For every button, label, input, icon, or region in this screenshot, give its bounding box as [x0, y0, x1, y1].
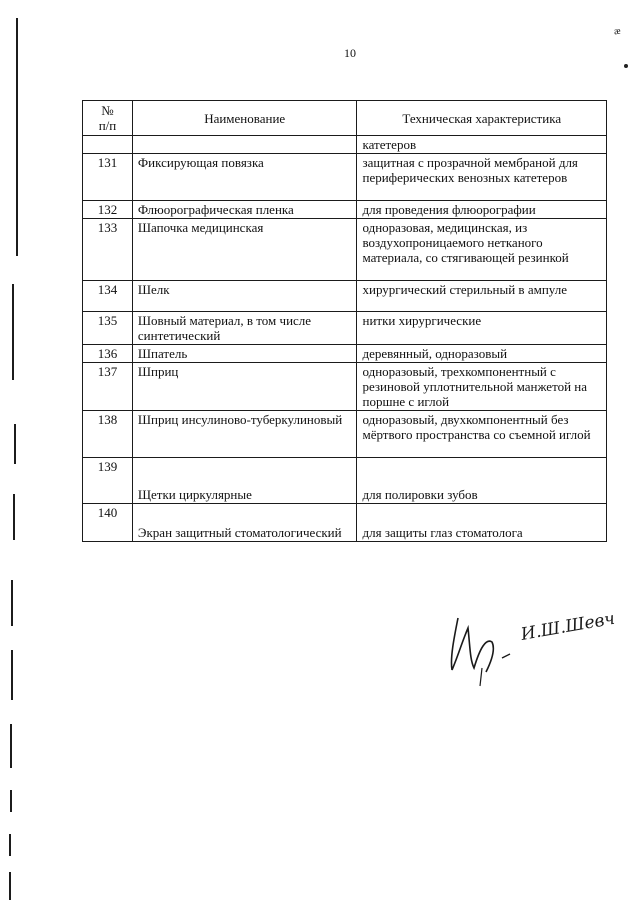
signature-text: И.Ш.Шевч: [519, 608, 617, 645]
row-spec: нитки хирургические: [357, 312, 607, 345]
row-number: 133: [83, 219, 133, 281]
row-number: 132: [83, 201, 133, 219]
handwritten-signature: [440, 598, 640, 688]
row-spec: одноразовый, двухкомпонентный без мёртвого пространства со съемной иглой: [357, 411, 607, 458]
row-spec: для проведения флюорографии: [357, 201, 607, 219]
row-spec: одноразовый, трехкомпонентный с резиновой уплотнительной манжетой на поршне с иглой: [357, 363, 607, 411]
table-row: [83, 411, 607, 458]
scan-line: [13, 494, 15, 540]
table-header-row: [83, 101, 607, 136]
row-spec: для защиты глаз стоматолога: [357, 504, 607, 542]
row-number: 131: [83, 154, 133, 201]
row-name: Щетки циркулярные: [132, 458, 357, 504]
row-number: 138: [83, 411, 133, 458]
corner-mark: æ: [613, 25, 622, 38]
header-number: № п/п: [83, 101, 133, 136]
table-row: [83, 458, 607, 504]
row-number: 135: [83, 312, 133, 345]
row-spec: деревянный, одноразовый: [357, 345, 607, 363]
row-number: 140: [83, 504, 133, 542]
scan-line: [9, 834, 11, 856]
table-row: [83, 345, 607, 363]
scan-line: [10, 790, 12, 812]
items-table: [82, 100, 607, 542]
row-name: [132, 136, 357, 154]
row-name: Флюорографическая пленка: [132, 201, 357, 219]
scan-line: [10, 724, 12, 768]
row-name: Шпатель: [132, 345, 357, 363]
scan-line: [9, 872, 11, 900]
table-row: [83, 281, 607, 312]
row-spec: катетеров: [357, 136, 607, 154]
row-spec: одноразовая, медицинская, из воздухопроницаемого нетканого материала, со стягивающей резинкой: [357, 219, 607, 281]
row-name: Шовный материал, в том числе синтетический: [132, 312, 357, 345]
row-spec: защитная с прозрачной мембраной для периферических венозных катетеров: [357, 154, 607, 201]
row-number: [83, 136, 133, 154]
row-number: 137: [83, 363, 133, 411]
table-row: [83, 219, 607, 281]
scan-line: [16, 18, 18, 256]
row-name: Шапочка медицинская: [132, 219, 357, 281]
row-number: 136: [83, 345, 133, 363]
row-number: 139: [83, 458, 133, 504]
table-body: [83, 136, 607, 542]
table-row: [83, 154, 607, 201]
header-name: Наименование: [132, 101, 357, 136]
page-number: 10: [344, 46, 356, 60]
row-name: Шелк: [132, 281, 357, 312]
corner-dot: [624, 64, 628, 68]
table-row: [83, 136, 607, 154]
row-name: Фиксирующая повязка: [132, 154, 357, 201]
row-name: Экран защитный стоматологический: [132, 504, 357, 542]
table-row: [83, 504, 607, 542]
scan-line: [11, 650, 13, 700]
table-row: [83, 201, 607, 219]
scan-line: [14, 424, 16, 464]
row-number: 134: [83, 281, 133, 312]
header-spec: Техническая характеристика: [357, 101, 607, 136]
row-name: Шприц: [132, 363, 357, 411]
scan-line: [11, 580, 13, 626]
row-spec: хирургический стерильный в ампуле: [357, 281, 607, 312]
table-row: [83, 363, 607, 411]
row-spec: для полировки зубов: [357, 458, 607, 504]
scan-line: [12, 284, 14, 380]
table-row: [83, 312, 607, 345]
row-name: Шприц инсулиново-туберкулиновый: [132, 411, 357, 458]
